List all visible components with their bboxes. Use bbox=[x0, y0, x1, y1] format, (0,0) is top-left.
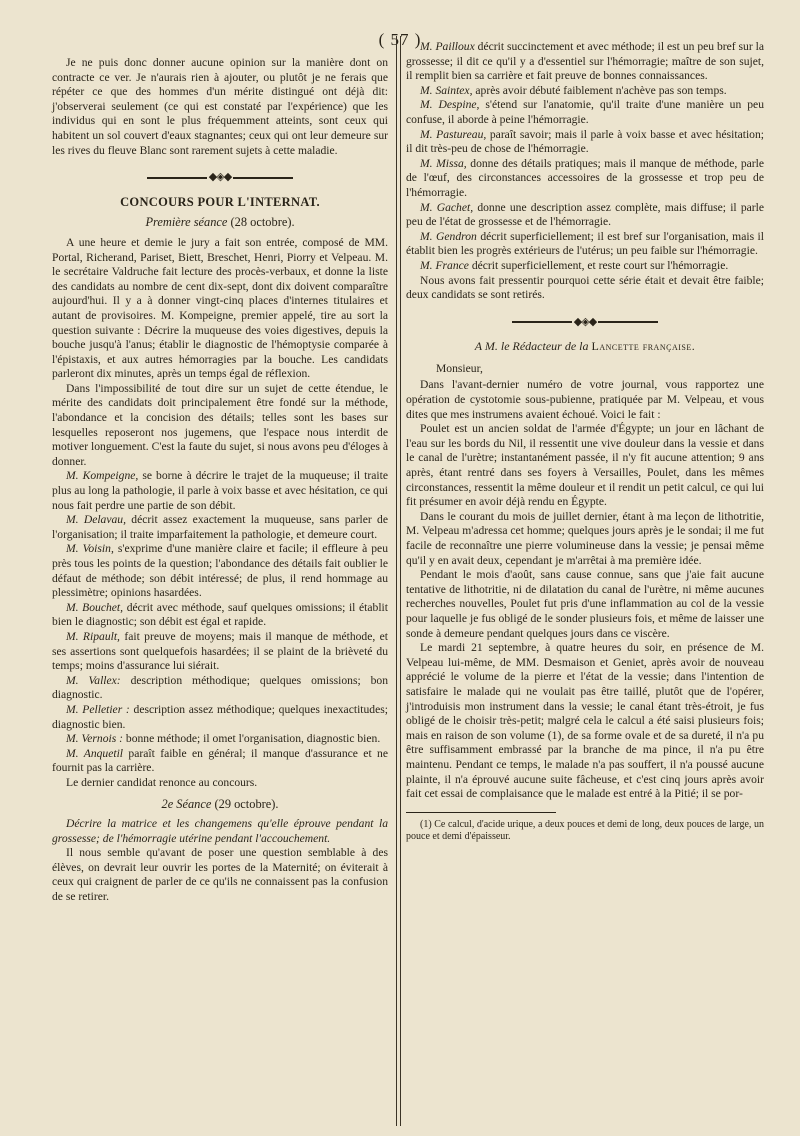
candidate-name: M. Pailloux bbox=[420, 40, 475, 53]
candidate-text: se borne à décrire le trajet de la muqueuse; il traite plus au long la pathologie, il parle à voix basse et avec hésitation, ce qui nous fait perdre une partie de son débit. bbox=[52, 469, 388, 512]
ornament-divider: ◆◈◆ bbox=[52, 170, 388, 185]
candidate-entry bbox=[52, 747, 388, 776]
session-2-date: (29 octobre). bbox=[214, 796, 279, 811]
candidate-entry bbox=[52, 513, 388, 542]
session-2-label: 2e Séance bbox=[161, 796, 212, 811]
candidate-name: M. Anquetil bbox=[66, 746, 124, 760]
session-2-heading bbox=[52, 797, 388, 812]
candidate-name: M. Pelletier : bbox=[66, 702, 130, 716]
candidate-name: M. Saintex, bbox=[420, 83, 473, 97]
candidate-entry bbox=[52, 542, 388, 600]
candidate-text: fait preuve de moyens; mais il manque de méthode, et ses assertions sont quelquefois hasardées; il se plaint de la brièveté du temps; moins d'assurance lui siérait. bbox=[52, 629, 389, 673]
intro-paragraph: Je ne puis donc donner aucune opinion sur la manière dont on contracte ce ver. Je n'aurais rien à ajouter, ou plutôt je ne ferais que répéter ce que des hommes d'un mérite distingué ont déjà dit: j'observerai seulement (ce qui est constaté par l'expérience) que les individus qui en sont le plus fréquemment atteints, sont ceux qui habitent un sol couvert d'eaux stagnantes; ceux qui ont leur demeure sur les rives du fleuve Blanc sont rarement sujets à cette maladie. bbox=[52, 56, 388, 157]
candidate-name: M. France bbox=[420, 258, 469, 272]
candidate-entry bbox=[406, 157, 764, 201]
candidate-name: M. Voisin, bbox=[66, 542, 114, 556]
candidate-name: M. Ripault, bbox=[66, 629, 120, 643]
candidate-text: décrit avec méthode, sauf quelques omissions; il établit bien le diagnostic; son débit est égal et rapide. bbox=[52, 600, 388, 629]
candidate-text: paraît savoir; mais il parle à voix basse et avec hésitation; il dit très-peu de chose de l'hémorragie. bbox=[406, 127, 764, 156]
candidate-text: décrit superficiellement, et reste court sur l'hémorragie. bbox=[471, 258, 729, 272]
candidate-name: M. Pastureau, bbox=[420, 127, 487, 141]
page-number: ( 57 ) bbox=[378, 30, 422, 49]
candidate-entry bbox=[52, 630, 388, 674]
candidate-entry bbox=[52, 469, 388, 513]
candidate-name: M. Kompeigne, bbox=[66, 469, 139, 483]
candidate-text: bonne méthode; il omet l'organisation, diagnostic bien. bbox=[125, 732, 381, 746]
closing-paragraph: Nous avons fait pressentir pourquoi cette série était et devait être faible; deux candidats se sont retirés. bbox=[406, 273, 764, 302]
ornament-divider: ◆◈◆ bbox=[406, 315, 764, 330]
candidate-text: décrit succinctement et avec méthode; il est un peu bref sur la grossesse; il dit ce qu'il y a d'essentiel sur l'hémorragie; maître de son sujet, il remplit bien sa carrière et fait preuve de bonnes connaissances. bbox=[406, 40, 764, 83]
candidate-entry bbox=[406, 259, 764, 274]
letter-paragraph: Poulet est un ancien soldat de l'armée d'Égypte; un jour en lâchant de l'eau sur les bords du Nil, il ressentit une vive douleur dans la vessie et dans le canal de l'urètre; instantanément passée, il n'y fit aucune attention; 9 ans après, étant rentré dans ses foyers à Versailles, Poulet, dans les mêmes circonstances, ressentit la même douleur et il rendit un petit calcul, ce qui lui fit présumer en avoir déjà rendu en Égypte. bbox=[406, 422, 764, 509]
candidate-entry bbox=[406, 84, 764, 99]
candidate-entry bbox=[52, 703, 388, 732]
candidate-text: s'étend sur l'anatomie, qu'il traite d'une manière un peu confuse, il aborde à peine l'hémorragie. bbox=[406, 98, 764, 126]
candidate-entry bbox=[406, 128, 764, 157]
session-1-label: Première séance bbox=[145, 215, 228, 230]
candidate-name: M. Gendron bbox=[420, 229, 477, 243]
candidate-name: M. Vallex: bbox=[66, 673, 121, 687]
candidate-name: M. Vernois : bbox=[66, 732, 123, 746]
candidate-name: M. Missa, bbox=[420, 156, 467, 170]
candidate-text: description méthodique; quelques omissions; bon diagnostic. bbox=[52, 673, 388, 702]
session-2-paragraph: Il nous semble qu'avant de poser une question semblable à des élèves, on devrait leur ouvrir les portes de la Maternité; on éviterait à ceux qui craignent de parler de ce qu'ils ne connaissent pas la confusion de se retirer. bbox=[52, 846, 388, 904]
session-1-paragraph-2: Dans l'impossibilité de tout dire sur un sujet de cette étendue, le mérite des candidats doit principalement être fondé sur la méthode, l'abondance et la concision des détails; telles sont les bases sur lesquelles reposeront nos jugemens, que l'espace nous interdit de motiver longuement. C'est la faute du sujet, si nous avons peu d'éloges à donner. bbox=[52, 381, 388, 468]
candidate-text: décrit superficiellement; il est bref sur l'organisation, mais il établit bien les progrès extérieurs de l'utérus; un peu faible sur l'hémorragie. bbox=[406, 229, 764, 258]
session-1-paragraph-1: A une heure et demie le jury a fait son entrée, composé de MM. Portal, Richerand, Pariset, Biett, Breschet, Henri, Piorry et Velpeau. M. le secrétaire Valdruche fait lecture des procès-verbaux, et donne la liste des candidats au nombre de cent dix-sept, dont dix doivent comparaître aujourd'hui. Il y a à donner vingt-cinq places d'internes titulaires et autant de provisoires. M. Kompeigne, premier appelé, tire au sort la question suivante : Décrire la muqueuse des voies digestives, depuis la bouche jusqu'à l'anus; établir le diagnostic de l'hémoptysie comparée à l'épistaxis, et aux autres hémorragies par la bouche. Les candidats parleront dix minutes, après un temps égal de réflexion. bbox=[52, 235, 388, 381]
footnote-rule bbox=[406, 812, 556, 813]
letter-addressee-prefix: A M. le Rédacteur de la bbox=[474, 339, 589, 354]
candidate-entry bbox=[406, 98, 764, 127]
candidate-entry bbox=[52, 674, 388, 703]
candidate-entry bbox=[406, 230, 764, 259]
candidate-entry bbox=[52, 601, 388, 630]
letter-paragraph: Dans l'avant-dernier numéro de votre journal, vous rapportez une opération de cystotomie sous-pubienne, pratiquée par M. Velpeau, et vous dites que mes instrumens avaient échoué. Voici le fait : bbox=[406, 378, 764, 421]
candidate-text: après avoir débuté faiblement n'achève pas son temps. bbox=[475, 83, 727, 97]
candidate-name: M. Despine, bbox=[420, 98, 480, 112]
candidate-text: s'exprime d'une manière claire et facile; il effleure à peu près tous les points de la question; l'abondance des détails fait oublier le défaut de méthode; son débit intéressé; de plus, il rend hommage au plessimètre; opinions hasardées. bbox=[52, 542, 389, 600]
session-1-heading bbox=[52, 215, 388, 230]
candidate-text: donne des détails pratiques; mais il manque de méthode, parle de l'œuf, des circonstances accessoires de la grossesse et trop peu de l'hémorragie. bbox=[406, 156, 764, 199]
candidate-text: donne une description assez complète, mais diffuse; il parle peu de l'état de grossesse et de l'hémorragie. bbox=[406, 200, 764, 229]
letter-paragraph: Dans le courant du mois de juillet dernier, étant à ma leçon de lithotritie, M. Velpeau m'adressa cet homme; quelques jours après je le sondai; il me fut facile de reconnaître une pierre volumineuse dans la vessie; je pensai même qu'il y en avait deux, cependant je m'arrêtai à ma première idée. bbox=[406, 509, 764, 567]
left-column bbox=[52, 56, 388, 905]
letter-paragraph: Le mardi 21 septembre, à quatre heures du soir, en présence de M. Velpeau lui-même, de MM. Desmaison et Geniet, après avoir de nouveau apprécié le volume de la pierre et l'état de la vessie; dans l'intention de satisfaire le malade qui ne voulait pas être taillé, plutôt que de l'opérer, j'introduisis mon instrument dans la vessie; le canal étant très-étroit, je fus obligé de le choisir très-petit; malgré cela le calcul a été saisi plusieurs fois; mais en raison de son volume (1), de sa forme ovale et de sa dureté, il n'a pu être suffisamment embrassé par la branche de ma pince, il n'a pu être maintenu. Pendant ce temps, le malade n'a pas souffert, il n'a poussé aucune plainte, il n'a éprouvé aucune suite fâcheuse, et c'est cinq jours après avoir fait cet essai de complaisance que le malade est entré à la Pitié; il se por- bbox=[406, 641, 764, 801]
letter-paragraph: Pendant le mois d'août, sans cause connue, sans que j'aie fait aucune tentative de lithotritie, ni de dilatation du canal de l'urètre, ni même aucunes recherches nouvelles, Poulet fut pris d'une inflammation au col de la vessie pour laquelle je fus obligé de le sonder plusieurs fois, et même de laisser une sonde à demeure pendant quelques jours dans ce viscère. bbox=[406, 568, 764, 640]
right-column bbox=[406, 40, 764, 844]
letter-salutation: Monsieur, bbox=[436, 361, 483, 375]
candidate-name: M. Delavau, bbox=[66, 513, 126, 527]
candidate-entry bbox=[52, 732, 388, 747]
candidate-text: décrit assez exactement la muqueuse, sans parler de l'organisation; il traite imparfaitement la pathologie, et demeure court. bbox=[52, 513, 388, 541]
candidate-entry bbox=[406, 40, 764, 84]
candidate-name: M. Bouchet, bbox=[66, 600, 124, 614]
letter-addressee bbox=[406, 339, 764, 354]
footnote: (1) Ce calcul, d'acide urique, a deux pouces et demi de long, deux pouces de large, un pouce et demi d'épaisseur. bbox=[406, 818, 764, 843]
candidate-entry bbox=[406, 201, 764, 230]
session-1-date: (28 octobre). bbox=[230, 215, 295, 230]
column-divider bbox=[396, 36, 401, 1126]
section-title: CONCOURS POUR L'INTERNAT. bbox=[120, 194, 320, 209]
candidate-text: paraît faible en général; il manque d'assurance et ne fournit pas la carrière. bbox=[52, 746, 388, 775]
letter-addressee-journal: Lancette française. bbox=[591, 339, 696, 354]
candidate-text: description assez méthodique; quelques inexactitudes; diagnostic bien. bbox=[52, 702, 388, 731]
last-candidate-note: Le dernier candidat renonce au concours. bbox=[66, 775, 258, 789]
session-2-topic: Décrire la matrice et les changemens qu'elle éprouve pendant la grossesse; de l'hémorragie utérine pendant l'accouchement. bbox=[52, 817, 388, 845]
candidate-name: M. Gachet, bbox=[420, 200, 474, 214]
